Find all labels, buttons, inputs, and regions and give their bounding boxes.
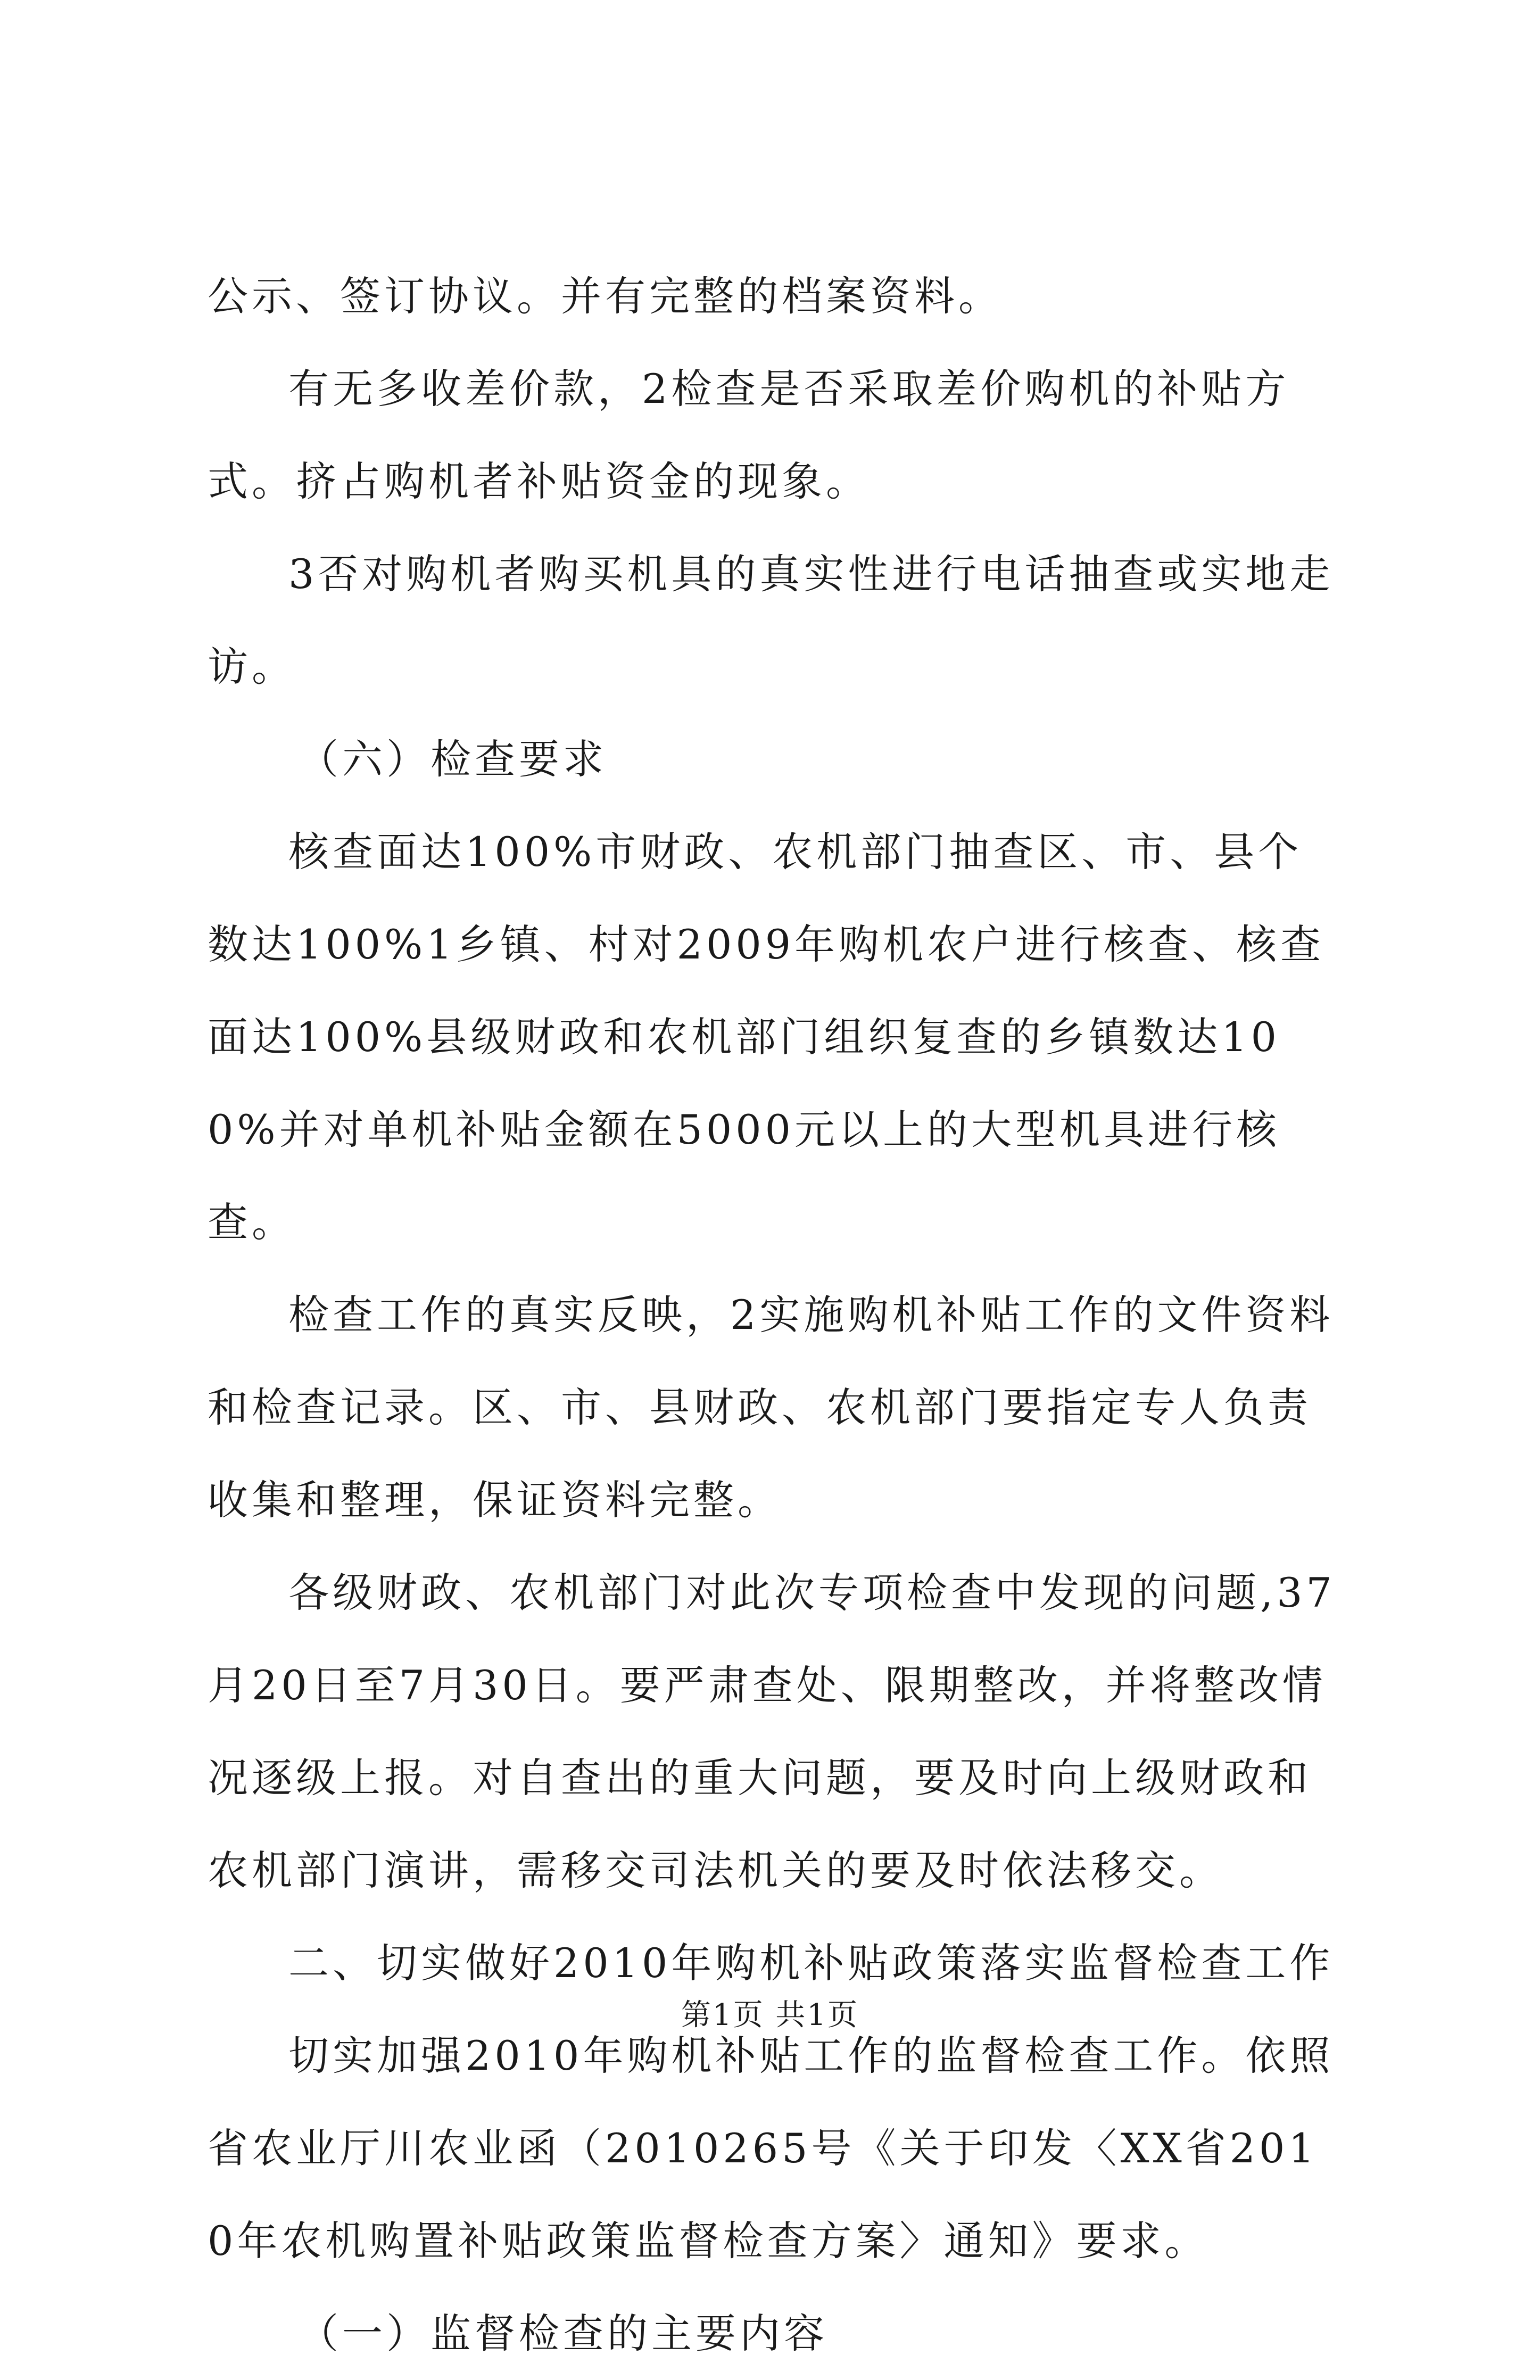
document-body <box>208 250 1346 2380</box>
section-heading-inspection-requirements: （六）检查要求 <box>298 736 607 783</box>
paragraph-records: 检查工作的真实反映，2实施购机补贴工作的文件资料和检查记录。区、市、县财政、农机部门要指定专人负责收集和整理，保证资料完整。 <box>208 1291 1334 1524</box>
paragraph-phone-check: 3否对购机者购买机具的真实性进行电话抽查或实地走访。 <box>208 550 1334 690</box>
paragraph-coverage: 核查面达100%市财政、农机部门抽查区、市、县个数达100%1乡镇、村对2009年购机农户进行核查、核查面达100%县级财政和农机部门组织复查的乡镇数达100%并对单机补贴金额在5000元以上的大型机具进行核查。 <box>208 828 1325 1246</box>
paragraph-continuation: 公示、签订协议。并有完整的档案资料。 <box>208 272 1003 320</box>
paragraph-rectification: 各级财政、农机部门对此次专项检查中发现的问题,37月20日至7月30日。要严肃查处、限期整改，并将整改情况逐级上报。对自查出的重大问题，要及时向上级财政和农机部门演讲，需移交司法机关的要及时依法移交。 <box>208 1569 1336 1894</box>
paragraph-price-difference: 有无多收差价款，2检查是否采取差价购机的补贴方式。挤占购机者补贴资金的现象。 <box>208 365 1290 505</box>
section-heading-2010-supervision: 二、切实做好2010年购机补贴政策落实监督检查工作 <box>288 1939 1334 1987</box>
page-footer: 第1页 共1页 <box>681 1998 859 2032</box>
paragraph-2010-supervision: 切实加强2010年购机补贴工作的监督检查工作。依照省农业厅川农业函（2010265号《关于印发〈XX省2010年农机购置补贴政策监督检查方案〉通知》要求。 <box>208 2032 1334 2265</box>
section-heading-main-content: （一）监督检查的主要内容 <box>298 2310 828 2357</box>
